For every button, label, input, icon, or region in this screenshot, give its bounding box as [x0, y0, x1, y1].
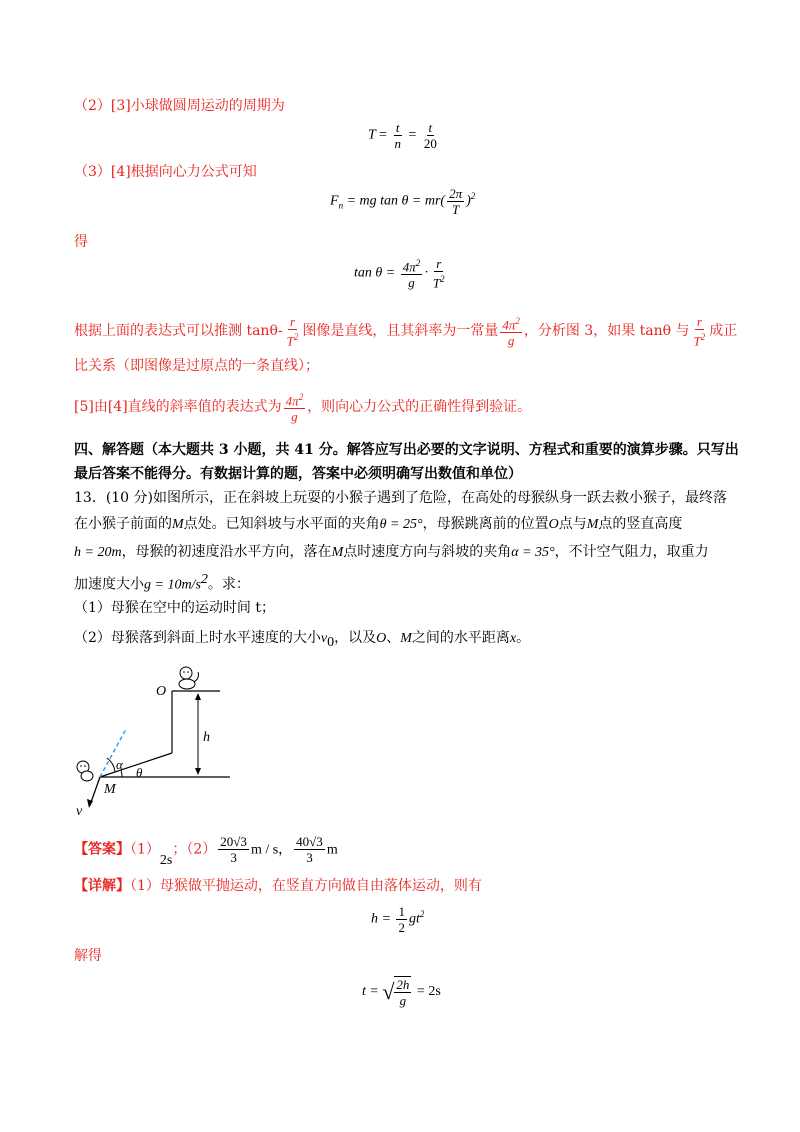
eq-sign: = [379, 127, 387, 143]
detail-text: （1）母猴做平抛运动，在竖直方向做自由落体运动，则有 [130, 878, 482, 894]
para-text-d: 成正 [709, 323, 738, 340]
q13-text-8: ，不计空气阻力，取重力 [554, 544, 709, 560]
q13-g-pow: 2 [200, 572, 208, 587]
answer-v-unit: m / s [250, 842, 279, 858]
answer-v-den: 3 [230, 850, 237, 865]
eq-sign-2: = [408, 127, 417, 143]
answer-sep: ； [172, 841, 187, 858]
q13-v0-sub: 0 [327, 634, 335, 650]
frac-num-pow: 2 [515, 316, 520, 326]
eq-tail: ) [466, 193, 471, 209]
q13-theta: θ = 25° [379, 517, 423, 532]
label-h: h [203, 730, 210, 745]
answer-tag: 【答案】 [74, 841, 130, 858]
frac-den: T [451, 202, 460, 217]
section-2-label: （2）[3]小球做圆周运动的周期为 [74, 98, 285, 114]
q13-text-4: 点与 [558, 516, 587, 532]
q13-sub1: （1）母猴在空中的运动时间 t； [74, 600, 275, 616]
eq-fn: F [330, 193, 339, 209]
answer-line [74, 834, 338, 868]
label-m: M [104, 782, 116, 797]
para2-text-b: ，则向心力公式的正确性得到验证。 [307, 399, 532, 416]
eq-lhs: h = [371, 911, 391, 927]
q13-text-6: ，母猴的初速度沿水平方向，落在 [121, 544, 332, 560]
answer-x-den: 3 [306, 850, 313, 865]
frac-num: 1 [398, 904, 405, 919]
frac-den-3: T [693, 333, 701, 349]
answer-t: 2s [159, 852, 173, 868]
frac-num: r [289, 314, 295, 329]
answer-x-unit: m [326, 842, 338, 858]
eq-pow: 2 [419, 909, 425, 920]
q13-var-o: O [548, 517, 559, 532]
section-heading-line1: 四、解答题（本大题共 3 小题，共 41 分。解答应写出必要的文字说明、方程式和重要的演算步骤。只写出 [74, 442, 739, 458]
frac-num-pow: 2 [415, 258, 421, 268]
frac-den: g [291, 409, 298, 425]
equation-time [362, 976, 441, 1008]
section-heading-line2: 最后答案不能得分。有数据计算的题，答案中必须明确写出数值和单位） [74, 466, 522, 482]
q13-line3 [74, 542, 709, 563]
frac-den: n [394, 136, 401, 151]
monkey-slope-figure [70, 655, 240, 825]
para2-text-a: [5]由[4]直线的斜率值的表达式为 [74, 399, 282, 416]
q13-line1: 13．(10 分)如图所示，正在斜坡上玩耍的小猴子遇到了危险，在高处的母猴纵身一跃去救小猴子，最终落 [74, 490, 728, 506]
equation-period [368, 120, 441, 151]
equation-centripetal [330, 186, 475, 217]
paragraph-inference [74, 314, 737, 348]
equation-free-fall [371, 904, 424, 935]
frac-den-pow-3: 2 [700, 332, 706, 342]
eq-lhs: T [368, 127, 376, 143]
frac-den-pow: 2 [440, 274, 445, 284]
para-text-b: 图像是直线，且其斜率为一常量 [302, 323, 499, 340]
equation-tan [354, 256, 449, 290]
q13-text-7: 点时速度方向与斜坡的夹角 [343, 544, 512, 560]
answer-comma: ， [278, 841, 293, 858]
section-3-label: （3）[4]根据向心力公式可知 [74, 164, 257, 180]
label-o: O [156, 684, 167, 699]
paragraph-verify [74, 390, 531, 424]
q13-alpha: α = 35° [511, 545, 555, 560]
q13-var-m3: M [331, 545, 344, 560]
q13-text-2: 点处。已知斜坡与水平面的夹角 [183, 516, 380, 532]
q13-text-11: （2）母猴落到斜面上时水平速度的大小 [74, 630, 321, 646]
eq-rhs: = 2s [416, 984, 441, 1000]
mother-monkey-icon [179, 667, 199, 689]
frac-den: g [408, 275, 415, 291]
detail-line [74, 876, 482, 896]
frac-num: 4π [402, 259, 416, 275]
sqrt-icon: √ [382, 979, 395, 1004]
answer-part1: （1） [130, 841, 160, 858]
frac-num-2: r [436, 256, 442, 271]
height-arrow-bottom [195, 768, 201, 775]
jiede-label: 解得 [74, 948, 102, 964]
detail-tag: 【详解】 [74, 878, 130, 894]
height-arrow-top [195, 693, 201, 700]
q13-text-14: 之间的水平距离 [411, 630, 510, 646]
q13-line2 [74, 514, 682, 535]
answer-v-num: 20√3 [220, 834, 247, 849]
frac-num: t [395, 120, 400, 135]
q13-var-m4: M [400, 631, 412, 646]
q13-line4 [74, 570, 250, 596]
frac-den-2: 20 [423, 136, 437, 151]
label-alpha: α [116, 757, 123, 772]
baby-monkey-icon [77, 761, 93, 781]
frac-num-pow: 2 [298, 392, 304, 402]
answer-part2: （2） [186, 841, 217, 858]
q13-text-3: ，母猴跳离前的位置 [422, 516, 549, 532]
q13-sub2 [74, 628, 530, 653]
frac-num: 2π [449, 186, 463, 201]
q13-text-9: 加速度大小 [74, 576, 144, 593]
para-text-a: 根据上面的表达式可以推测 tanθ- [74, 323, 283, 340]
frac-den-2: T [432, 275, 441, 291]
q13-var-m2: M [586, 517, 599, 532]
eq-dot: · [424, 265, 429, 281]
sqrt-wrapper [382, 976, 413, 1008]
frac-den: g [399, 993, 407, 1008]
q13-text-10: 。求： [207, 576, 250, 593]
q13-g: g = 10m/s [144, 577, 201, 593]
q13-var-m: M [172, 517, 184, 532]
q13-text-13: 、 [386, 630, 401, 646]
frac-den-2: g [507, 333, 515, 349]
label-v: v [76, 804, 83, 819]
q13-var-o2: O [376, 631, 387, 646]
answer-x-num: 40√3 [296, 834, 323, 849]
paragraph-inference-cont: 比关系（即图像是过原点的一条直线）； [74, 358, 319, 374]
frac-den: T [286, 333, 294, 349]
label-theta: θ [136, 765, 143, 780]
eq-rhs: gt [408, 911, 420, 927]
q13-text-5: 点的竖直高度 [598, 516, 683, 532]
frac-den-pow: 2 [293, 332, 299, 342]
q13-text: 在小猴子前面的 [74, 516, 172, 532]
eq-lhs: t = [362, 984, 379, 1000]
q13-var-x: x [509, 631, 517, 646]
eq-fn-sub: n [338, 200, 344, 211]
frac-num-2: 4π [502, 317, 516, 333]
frac-den: 2 [398, 920, 405, 935]
q13-h: h = 20m [74, 545, 122, 560]
q13-text-12: ，以及 [334, 630, 377, 646]
q13-v0: v [320, 631, 328, 646]
frac-num: 4π [285, 393, 299, 409]
eq-pow: 2 [470, 191, 476, 202]
alpha-arc [107, 758, 115, 772]
q13-text-15: 。 [516, 630, 531, 646]
eq-lhs: tan θ = [354, 265, 396, 281]
eq-mid: = mg tan θ = mr( [346, 193, 446, 209]
de-label: 得 [74, 234, 88, 250]
para-text-c: ，分析图 3，如果 tanθ 与 [523, 323, 690, 340]
frac-num-3: r [696, 314, 702, 329]
frac-num: 2h [396, 977, 410, 992]
frac-num-2: t [428, 120, 433, 135]
